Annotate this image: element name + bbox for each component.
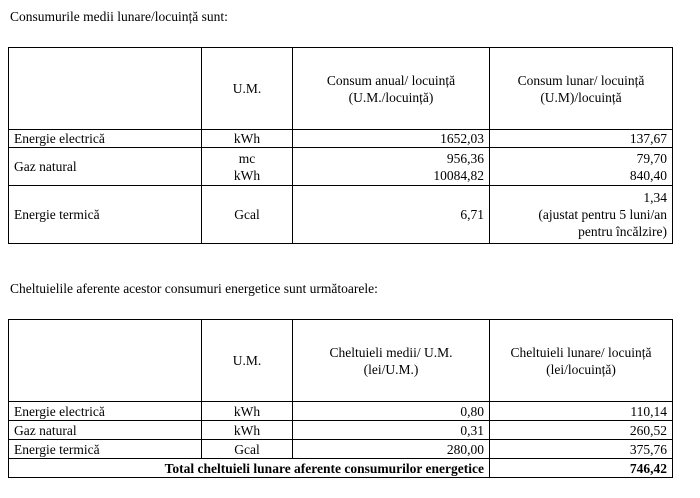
row-monthly: 375,76: [490, 440, 673, 459]
table-row: [9, 421, 673, 440]
row-monthly: 1,34 (ajustat pentru 5 luni/an pentru încălzire): [490, 186, 673, 244]
row-annual: 1652,03: [293, 130, 490, 148]
table-header-row: [9, 320, 673, 402]
row-monthly: 110,14: [490, 402, 673, 421]
consumption-table: [8, 47, 673, 244]
table-row: [9, 130, 673, 148]
table-row: [9, 440, 673, 459]
row-name: Energie electrică: [9, 402, 202, 421]
row-name: Energie termică: [9, 440, 202, 459]
row-name: Gaz natural: [9, 148, 202, 186]
header-annual: Consum anual/ locuință (U.M./locuință): [293, 48, 490, 130]
row-name: Gaz natural: [9, 421, 202, 440]
row-annual: 956,36 10084,82: [293, 148, 490, 186]
header-monthly: Cheltuieli lunare/ locuință (lei/locuință): [490, 320, 673, 402]
row-monthly: 137,67: [490, 130, 673, 148]
row-avg: 280,00: [293, 440, 490, 459]
row-annual: 6,71: [293, 186, 490, 244]
table-row: [9, 148, 673, 186]
row-um: Gcal: [202, 440, 293, 459]
table-row: [9, 186, 673, 244]
row-um: Gcal: [202, 186, 293, 244]
row-avg: 0,80: [293, 402, 490, 421]
row-um: kWh: [202, 130, 293, 148]
row-avg: 0,31: [293, 421, 490, 440]
header-empty: [9, 48, 202, 130]
row-um: mc kWh: [202, 148, 293, 186]
row-um: kWh: [202, 421, 293, 440]
table-header-row: [9, 48, 673, 130]
header-um: U.M.: [202, 48, 293, 130]
header-avg: Cheltuieli medii/ U.M. (lei/U.M.): [293, 320, 490, 402]
table-row: [9, 402, 673, 421]
total-label: Total cheltuieli lunare aferente consumurilor energetice: [9, 459, 490, 478]
header-empty: [9, 320, 202, 402]
row-monthly: 260,52: [490, 421, 673, 440]
header-monthly: Consum lunar/ locuință (U.M)/locuință: [490, 48, 673, 130]
row-name: Energie termică: [9, 186, 202, 244]
total-value: 746,42: [490, 459, 673, 478]
row-name: Energie electrică: [9, 130, 202, 148]
expenses-table: [8, 319, 673, 478]
header-um: U.M.: [202, 320, 293, 402]
heading-consumuri: Consumurile medii lunare/locuință sunt:: [10, 9, 228, 24]
row-monthly: 79,70 840,40: [490, 148, 673, 186]
total-row: [9, 459, 673, 478]
row-um: kWh: [202, 402, 293, 421]
heading-cheltuieli: Cheltuielile aferente acestor consumuri energetice sunt următoarele:: [10, 281, 378, 296]
